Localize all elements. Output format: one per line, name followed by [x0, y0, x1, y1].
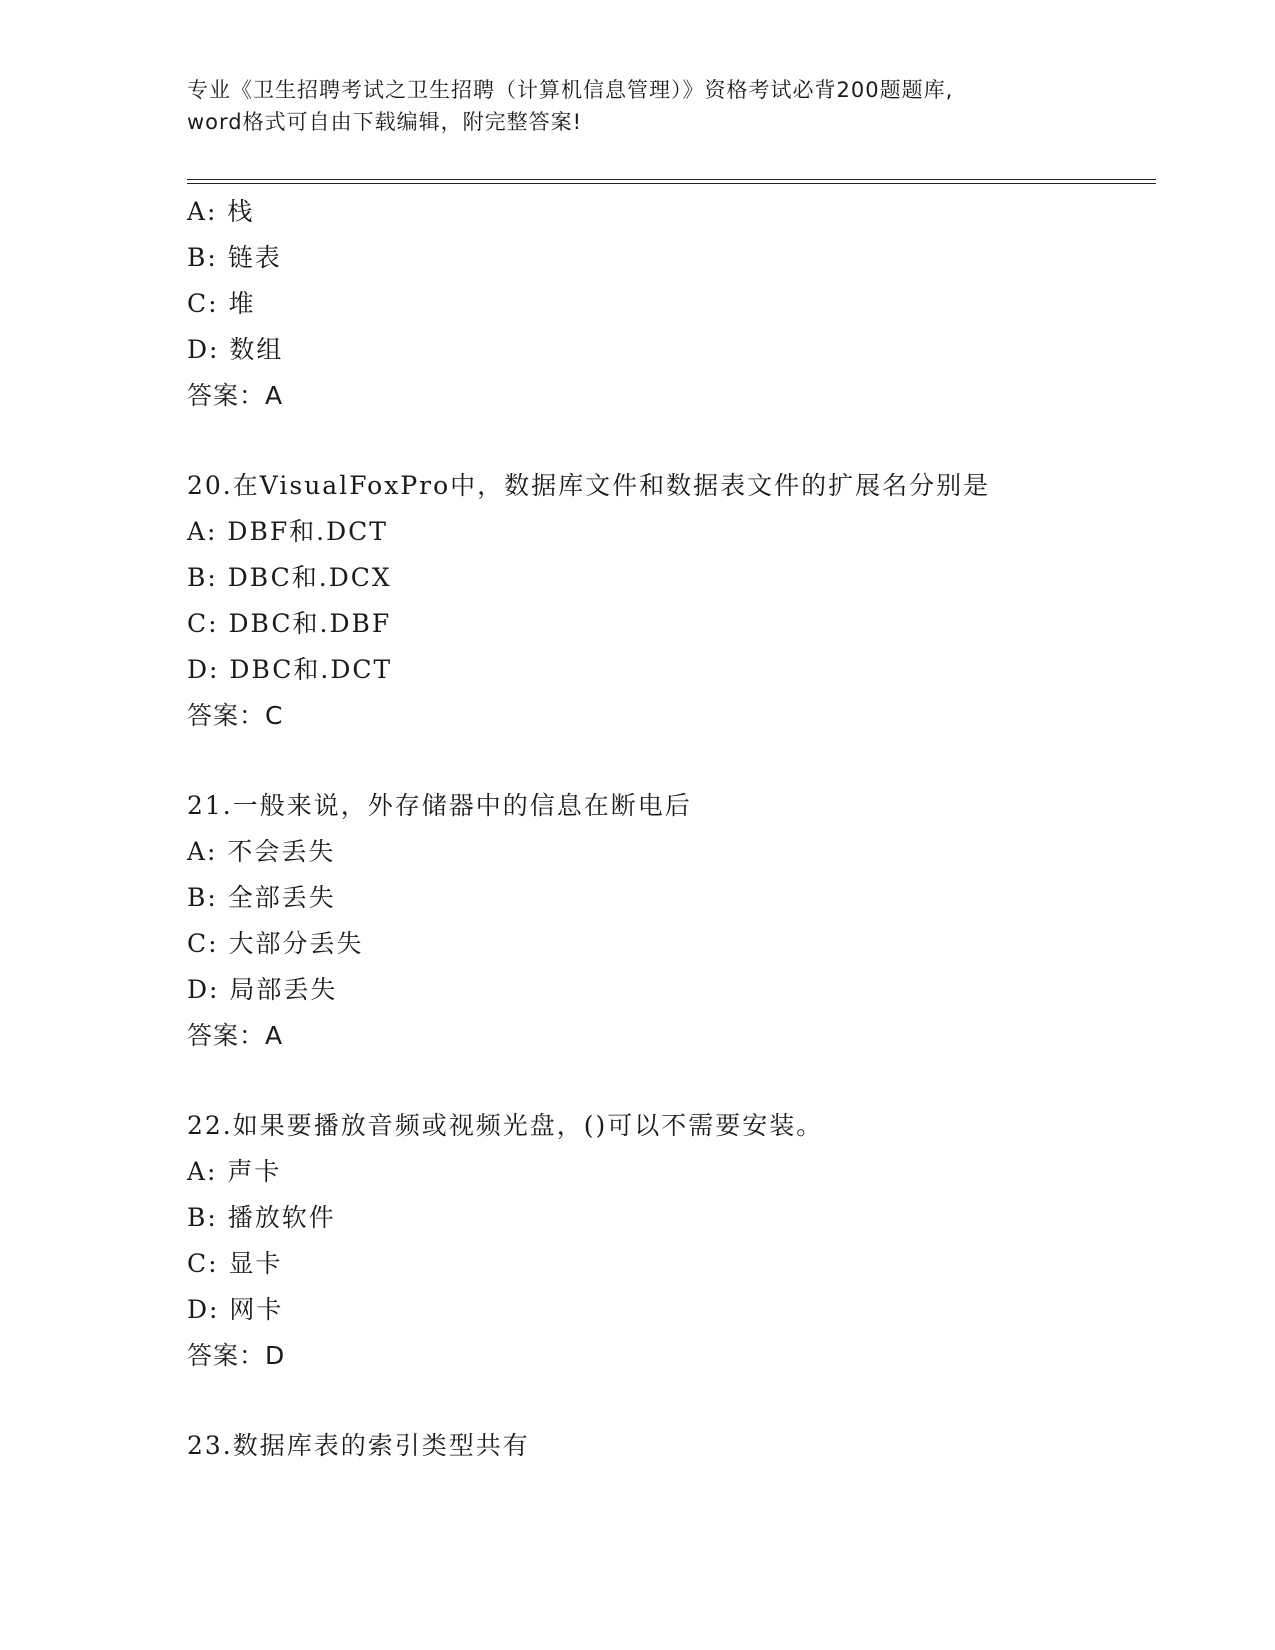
answer-line: 答案：D [187, 1341, 286, 1370]
option-b: B: 播放软件 [187, 1203, 336, 1232]
question-stem: 22.如果要播放音频或视频光盘，()可以不需要安装。 [187, 1111, 824, 1140]
option-c: C: 大部分丢失 [187, 929, 364, 958]
spacer [187, 739, 1147, 783]
document-header [187, 74, 1087, 138]
question-stem: 23.数据库表的索引类型共有 [187, 1431, 530, 1460]
option-c: C: 显卡 [187, 1249, 283, 1278]
option-b: B: 链表 [187, 243, 282, 272]
option-a: A: 不会丢失 [187, 837, 336, 866]
option-b: B: 全部丢失 [187, 883, 336, 912]
option-c: C: DBC和.DBF [187, 609, 392, 638]
answer-line: 答案：A [187, 1021, 284, 1050]
spacer [187, 419, 1147, 463]
question-stem: 21.一般来说，外存储器中的信息在断电后 [187, 791, 692, 820]
answer-line: 答案：C [187, 701, 284, 730]
option-a: A: DBF和.DCT [187, 517, 388, 546]
answer-line: 答案：A [187, 381, 284, 410]
question-stem: 20.在VisualFoxPro中，数据库文件和数据表文件的扩展名分别是 [187, 471, 991, 500]
option-b: B: DBC和.DCX [187, 563, 392, 592]
option-d: D: DBC和.DCT [187, 655, 393, 684]
header-title-line-1: 专业《卫生招聘考试之卫生招聘（计算机信息管理）》资格考试必背200题题库, [187, 78, 954, 102]
question-19-tail [187, 189, 1147, 419]
option-c: C: 堆 [187, 289, 256, 318]
header-title-line-2: word格式可自由下载编辑，附完整答案! [187, 110, 583, 134]
spacer [187, 1059, 1147, 1103]
option-d: D: 局部丢失 [187, 975, 338, 1004]
question-22 [187, 1103, 1147, 1379]
option-d: D: 数组 [187, 335, 284, 364]
header-divider-top [187, 179, 1156, 180]
header-divider-bottom [187, 183, 1156, 184]
option-a: A: 栈 [187, 197, 255, 226]
question-23 [187, 1423, 1147, 1469]
question-20 [187, 463, 1147, 739]
option-d: D: 网卡 [187, 1295, 284, 1324]
question-list [187, 189, 1147, 1469]
question-21 [187, 783, 1147, 1059]
option-a: A: 声卡 [187, 1157, 282, 1186]
spacer [187, 1379, 1147, 1423]
